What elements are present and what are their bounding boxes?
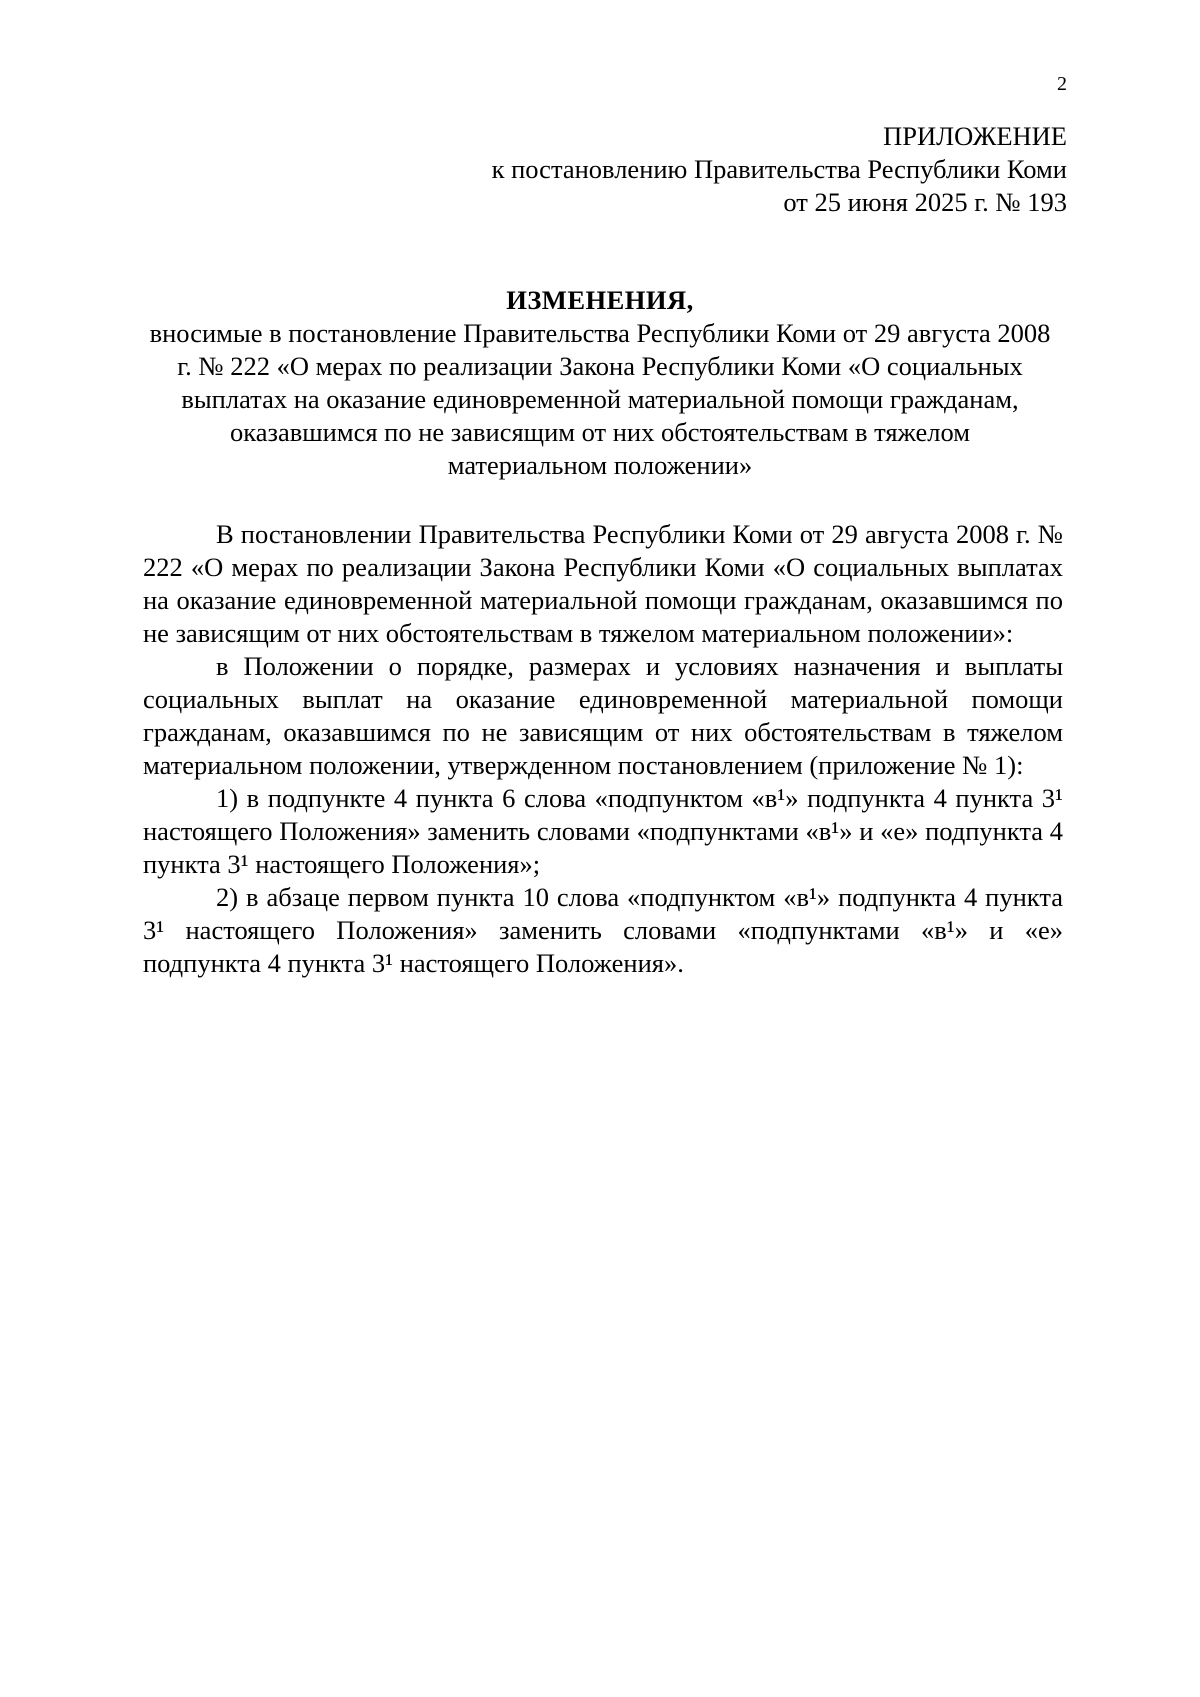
page-number: 2	[1057, 73, 1067, 95]
appendix-block	[492, 120, 1067, 219]
body-paragraph-item-1: 1) в подпункте 4 пункта 6 слова «подпунктом «в¹» подпункта 4 пункта 3¹ настоящего Положения» заменить словами «подпунктами «в¹» и «е» подпункта 4 пункта 3¹ настоящего Положения»;	[143, 783, 1063, 879]
appendix-label: ПРИЛОЖЕНИЕ	[883, 121, 1067, 151]
document-subtitle: вносимые в постановление Правительства Республики Коми от 29 августа 2008 г. № 222 «О мерах по реализации Закона Республики Коми «О социальных выплатах на оказание единовременной материальной помощи гражданам, оказавшимся по не зависящим от них обстоятельствам в тяжелом материальном положении»	[149, 318, 1051, 480]
body-paragraph-regulation: в Положении о порядке, размерах и условиях назначения и выплаты социальных выплат на оказание единовременной материальной помощи гражданам, оказавшимся по не зависящим от них обстоятельствам в тяжелом материальном положении, утвержденном постановлением (приложение № 1):	[143, 651, 1063, 780]
body-paragraph-item-2: 2) в абзаце первом пункта 10 слова «подпунктом «в¹» подпункта 4 пункта 3¹ настоящего Положения» заменить словами «подпунктами «в¹» и «е» подпункта 4 пункта 3¹ настоящего Положения».	[143, 882, 1063, 978]
appendix-date-number-line: от 25 июня 2025 г. № 193	[783, 187, 1067, 217]
appendix-resolution-line: к постановлению Правительства Республики Коми	[491, 154, 1067, 184]
body-paragraph-intro: В постановлении Правительства Республики Коми от 29 августа 2008 г. № 222 «О мерах по реализации Закона Республики Коми «О социальных выплатах на оказание единовременной материальной помощи гражданам, оказавшимся по не зависящим от них обстоятельствам в тяжелом материальном положении»:	[143, 519, 1063, 648]
document-title-block	[140, 284, 1060, 482]
document-body	[143, 518, 1063, 980]
document-heading: ИЗМЕНЕНИЯ,	[506, 285, 694, 315]
